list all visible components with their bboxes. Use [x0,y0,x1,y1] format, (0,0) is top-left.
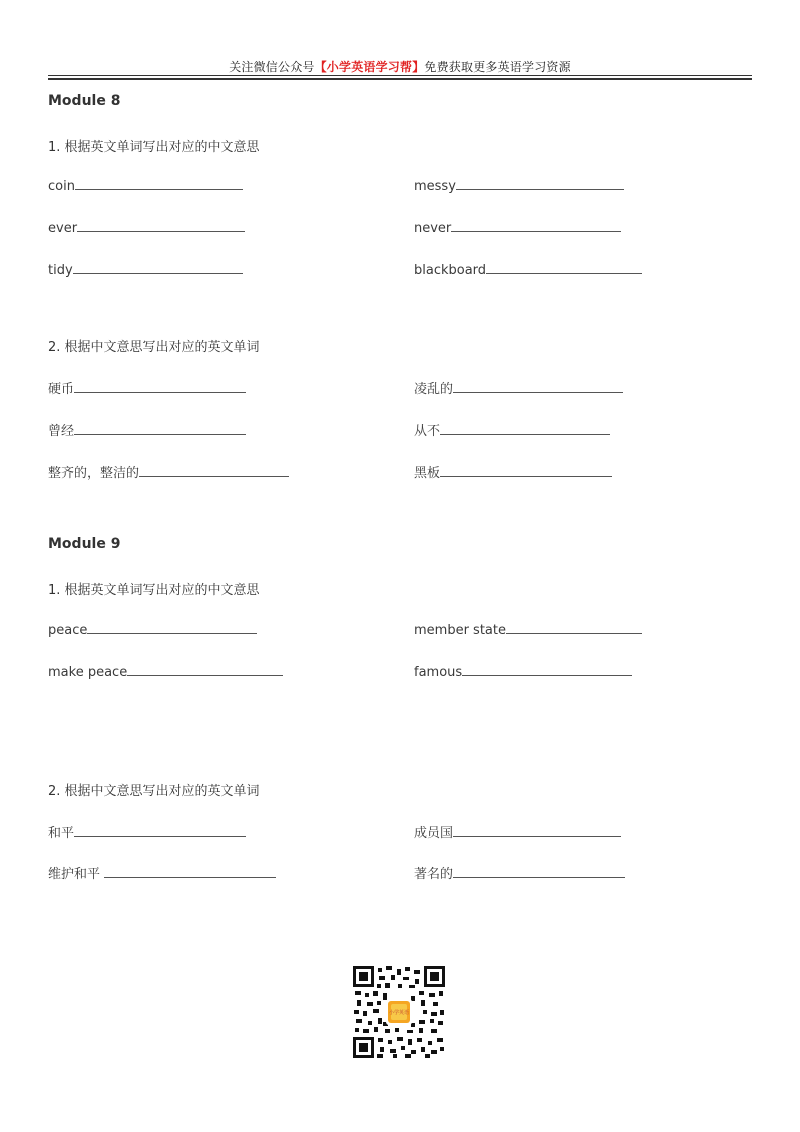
vocab-item: 曾经 [48,420,246,439]
qr-logo-text: 小学英语 [388,1010,410,1016]
page-header [0,58,800,75]
vocab-item: ever [48,219,245,236]
vocab-item: 著名的 [414,863,625,882]
vocab-item: famous [414,663,632,680]
answer-blank[interactable] [139,464,289,477]
vocab-item: make peace [48,663,283,680]
vocab-item: 和平 [48,822,246,841]
vocab-item: 成员国 [414,822,621,841]
module-9-title: Module 9 [48,536,121,552]
vocab-item: never [414,219,621,236]
answer-blank[interactable] [456,177,624,190]
answer-blank[interactable] [77,219,245,232]
header-rule-thin [48,75,752,76]
vocab-item: 凌乱的 [414,378,623,397]
answer-blank[interactable] [75,177,243,190]
vocab-item: tidy [48,261,243,278]
header-prefix: 关注微信公众号 [229,60,315,74]
header-brand: 【小学英语学习帮】 [314,60,425,74]
answer-blank[interactable] [453,865,625,878]
vocab-item: 硬币 [48,378,246,397]
answer-blank[interactable] [453,824,621,837]
answer-blank[interactable] [74,422,246,435]
module-8-section-2-title: 2. 根据中文意思写出对应的英文单词 [48,340,260,355]
answer-blank[interactable] [87,621,257,634]
answer-blank[interactable] [73,261,243,274]
header-suffix: 免费获取更多英语学习资源 [424,60,571,74]
answer-blank[interactable] [440,464,612,477]
answer-blank[interactable] [453,380,623,393]
vocab-item: 维护和平 [48,863,276,882]
header-rule-thick [48,78,752,80]
answer-blank[interactable] [74,380,246,393]
answer-blank[interactable] [104,865,276,878]
vocab-item: blackboard [414,261,642,278]
answer-blank[interactable] [127,663,283,676]
vocab-item: member state [414,621,642,638]
module-8-title: Module 8 [48,93,121,109]
vocab-item: messy [414,177,624,194]
vocab-item: 整齐的，整洁的 [48,462,289,481]
answer-blank[interactable] [462,663,632,676]
answer-blank[interactable] [74,824,246,837]
module-9-section-2-title: 2. 根据中文意思写出对应的英文单词 [48,784,260,799]
vocab-item: coin [48,177,243,194]
answer-blank[interactable] [451,219,621,232]
answer-blank[interactable] [506,621,642,634]
vocab-item: peace [48,621,257,638]
answer-blank[interactable] [440,422,610,435]
module-9-section-1-title: 1. 根据英文单词写出对应的中文意思 [48,583,260,598]
vocab-item: 从不 [414,420,610,439]
vocab-item: 黑板 [414,462,612,481]
qr-code [353,966,445,1058]
module-8-section-1-title: 1. 根据英文单词写出对应的中文意思 [48,140,260,155]
answer-blank[interactable] [486,261,642,274]
